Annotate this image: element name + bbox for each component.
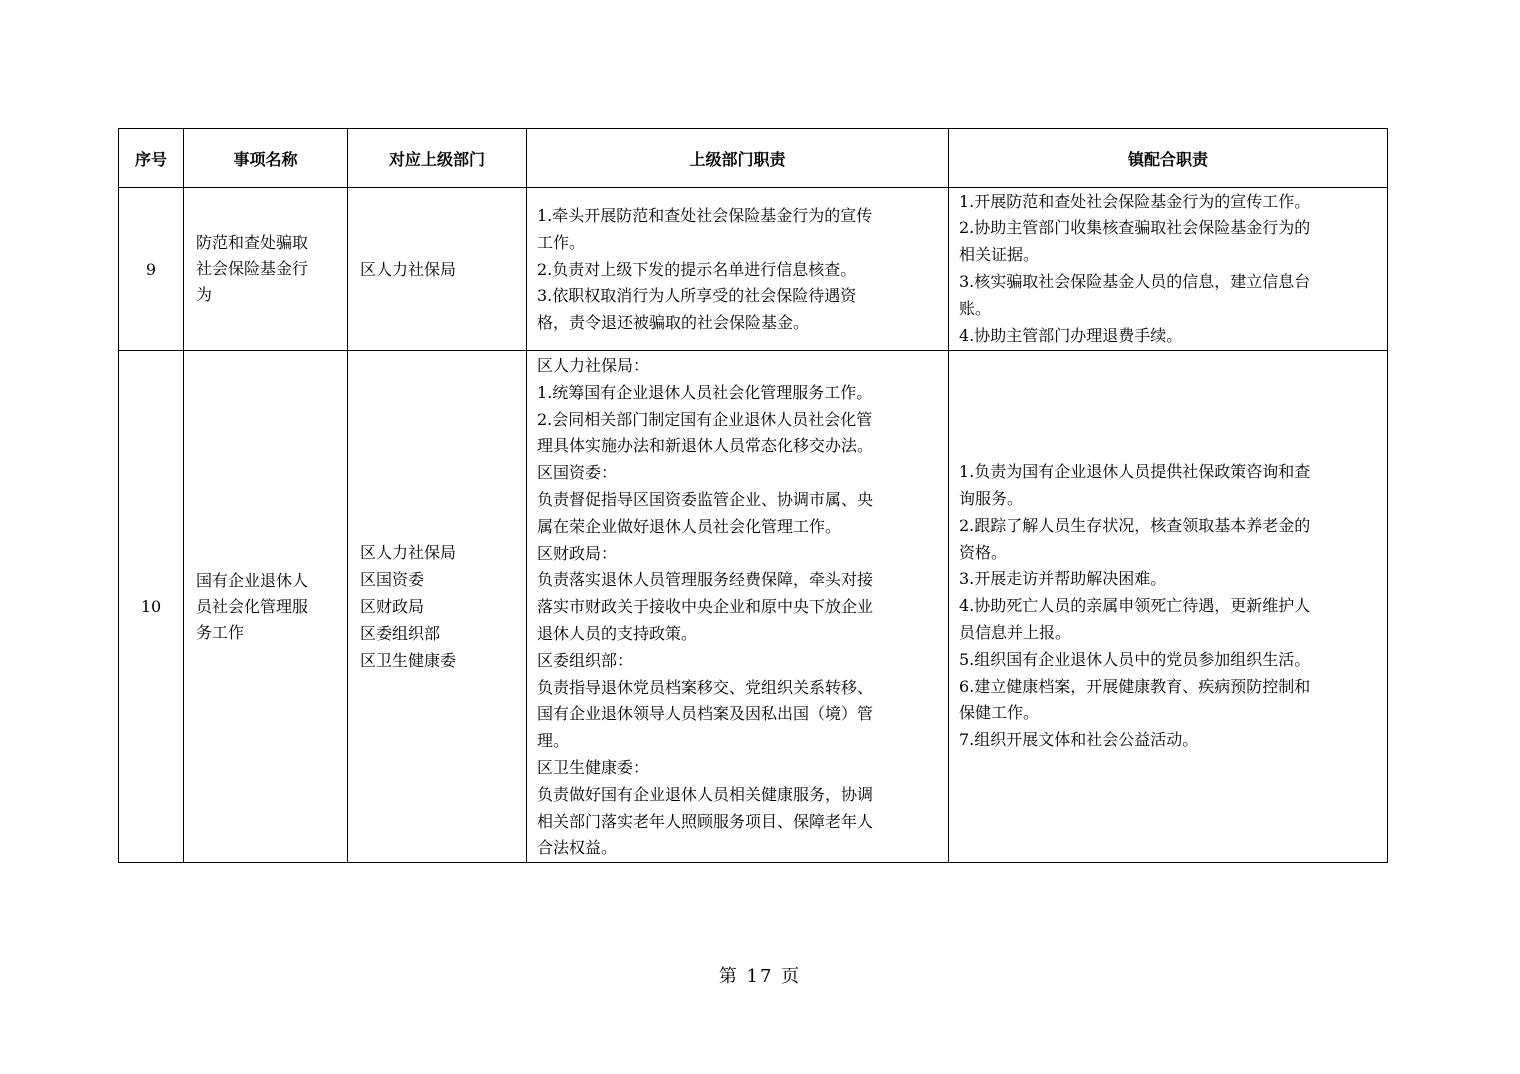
cell-line: 区人力社保局 bbox=[360, 259, 457, 279]
cell-line: 区人力社保局： bbox=[537, 356, 650, 375]
cell-line: 员社会化管理服 bbox=[196, 596, 309, 616]
cell-line: 负责督促指导区国资委监管企业、协调市属、央 bbox=[537, 489, 874, 509]
row-item-name bbox=[184, 188, 348, 351]
cell-line: 6.建立健康档案，开展健康教育、疾病预防控制和 bbox=[959, 676, 1311, 696]
cell-line: 区人力社保局 bbox=[360, 543, 457, 563]
cell-line: 5.组织国有企业退休人员中的党员参加组织生活。 bbox=[959, 649, 1311, 669]
cell-line: 7.组织开展文体和社会公益活动。 bbox=[959, 730, 1199, 750]
cell-line: 员信息并上报。 bbox=[959, 622, 1072, 642]
cell-line: 格，责令退还被骗取的社会保险基金。 bbox=[537, 313, 810, 333]
cell-line: 防范和查处骗取 bbox=[196, 233, 309, 252]
table-header-row bbox=[119, 129, 1388, 188]
cell-line: 相关证据。 bbox=[959, 245, 1040, 265]
header-item-name: 事项名称 bbox=[184, 129, 348, 188]
row-town-duty bbox=[949, 188, 1388, 351]
cell-line: 3.开展走访并帮助解决困难。 bbox=[959, 569, 1167, 589]
header-dept: 对应上级部门 bbox=[348, 129, 527, 188]
cell-line: 务工作 bbox=[196, 622, 245, 642]
cell-line: 落实市财政关于接收中央企业和原中央下放企业 bbox=[537, 597, 874, 617]
cell-line: 合法权益。 bbox=[537, 838, 618, 858]
row-dept bbox=[348, 188, 527, 351]
cell-line: 1.开展防范和查处社会保险基金行为的宣传工作。 bbox=[959, 191, 1311, 211]
page-number: 第 17 页 bbox=[718, 966, 802, 987]
cell-line: 区委组织部 bbox=[360, 624, 441, 644]
duty-table bbox=[118, 128, 1388, 863]
cell-line: 为 bbox=[196, 285, 213, 304]
cell-line: 区委组织部： bbox=[537, 650, 634, 670]
cell-line: 1.负责为国有企业退休人员提供社保政策咨询和查 bbox=[959, 462, 1311, 482]
cell-line: 负责指导退休党员档案移交、党组织关系转移、 bbox=[537, 677, 874, 697]
cell-line: 账。 bbox=[959, 298, 992, 318]
table-row bbox=[119, 188, 1388, 351]
cell-line: 负责落实退休人员管理服务经费保障，牵头对接 bbox=[537, 570, 874, 590]
cell-line: 理具体实施办法和新退休人员常态化移交办法。 bbox=[537, 436, 874, 456]
row-dept-duty bbox=[527, 351, 949, 863]
cell-line: 1.牵头开展防范和查处社会保险基金行为的宣传 bbox=[537, 206, 873, 225]
row-item-name bbox=[184, 351, 348, 863]
row-dept-duty bbox=[527, 188, 949, 351]
cell-line: 4.协助主管部门办理退费手续。 bbox=[959, 325, 1183, 345]
cell-line: 社会保险基金行 bbox=[196, 259, 309, 278]
cell-line: 4.协助死亡人员的亲属申领死亡待遇，更新维护人 bbox=[959, 596, 1311, 616]
cell-line: 2.负责对上级下发的提示名单进行信息核查。 bbox=[537, 259, 857, 279]
cell-line: 3.核实骗取社会保险基金人员的信息，建立信息台 bbox=[959, 272, 1311, 291]
cell-line: 2.跟踪了解人员生存状况，核查领取基本养老金的 bbox=[959, 515, 1311, 535]
row-no: 9 bbox=[119, 188, 184, 351]
cell-line: 1.统筹国有企业退休人员社会化管理服务工作。 bbox=[537, 382, 873, 402]
cell-line: 理。 bbox=[537, 731, 570, 751]
cell-line: 询服务。 bbox=[959, 488, 1024, 508]
cell-line: 退休人员的支持政策。 bbox=[537, 623, 698, 643]
cell-line: 国有企业退休人 bbox=[196, 570, 309, 590]
cell-line: 资格。 bbox=[959, 542, 1008, 562]
cell-line: 2.协助主管部门收集核查骗取社会保险基金行为的 bbox=[959, 218, 1311, 238]
cell-line: 区卫生健康委： bbox=[537, 757, 650, 777]
row-dept bbox=[348, 351, 527, 863]
header-town-duty: 镇配合职责 bbox=[949, 129, 1388, 188]
row-town-duty bbox=[949, 351, 1388, 863]
cell-line: 区财政局 bbox=[360, 597, 425, 617]
cell-line: 区国资委 bbox=[360, 570, 425, 590]
cell-line: 区国资委： bbox=[537, 463, 618, 483]
cell-line: 国有企业退休领导人员档案及因私出国（境）管 bbox=[537, 704, 874, 724]
cell-line: 保健工作。 bbox=[959, 703, 1040, 723]
cell-line: 相关部门落实老年人照顾服务项目、保障老年人 bbox=[537, 811, 874, 831]
cell-line: 3.依职权取消行为人所享受的社会保险待遇资 bbox=[537, 286, 857, 306]
cell-line: 工作。 bbox=[537, 232, 586, 252]
cell-line: 属在荣企业做好退休人员社会化管理工作。 bbox=[537, 516, 842, 536]
cell-line: 2.会同相关部门制定国有企业退休人员社会化管 bbox=[537, 409, 873, 429]
table-row bbox=[119, 351, 1388, 863]
row-no: 10 bbox=[119, 351, 184, 863]
cell-line: 负责做好国有企业退休人员相关健康服务，协调 bbox=[537, 784, 874, 804]
header-dept-duty: 上级部门职责 bbox=[527, 129, 949, 188]
cell-line: 区财政局： bbox=[537, 543, 618, 563]
header-no: 序号 bbox=[119, 129, 184, 188]
cell-line: 区卫生健康委 bbox=[360, 651, 457, 671]
